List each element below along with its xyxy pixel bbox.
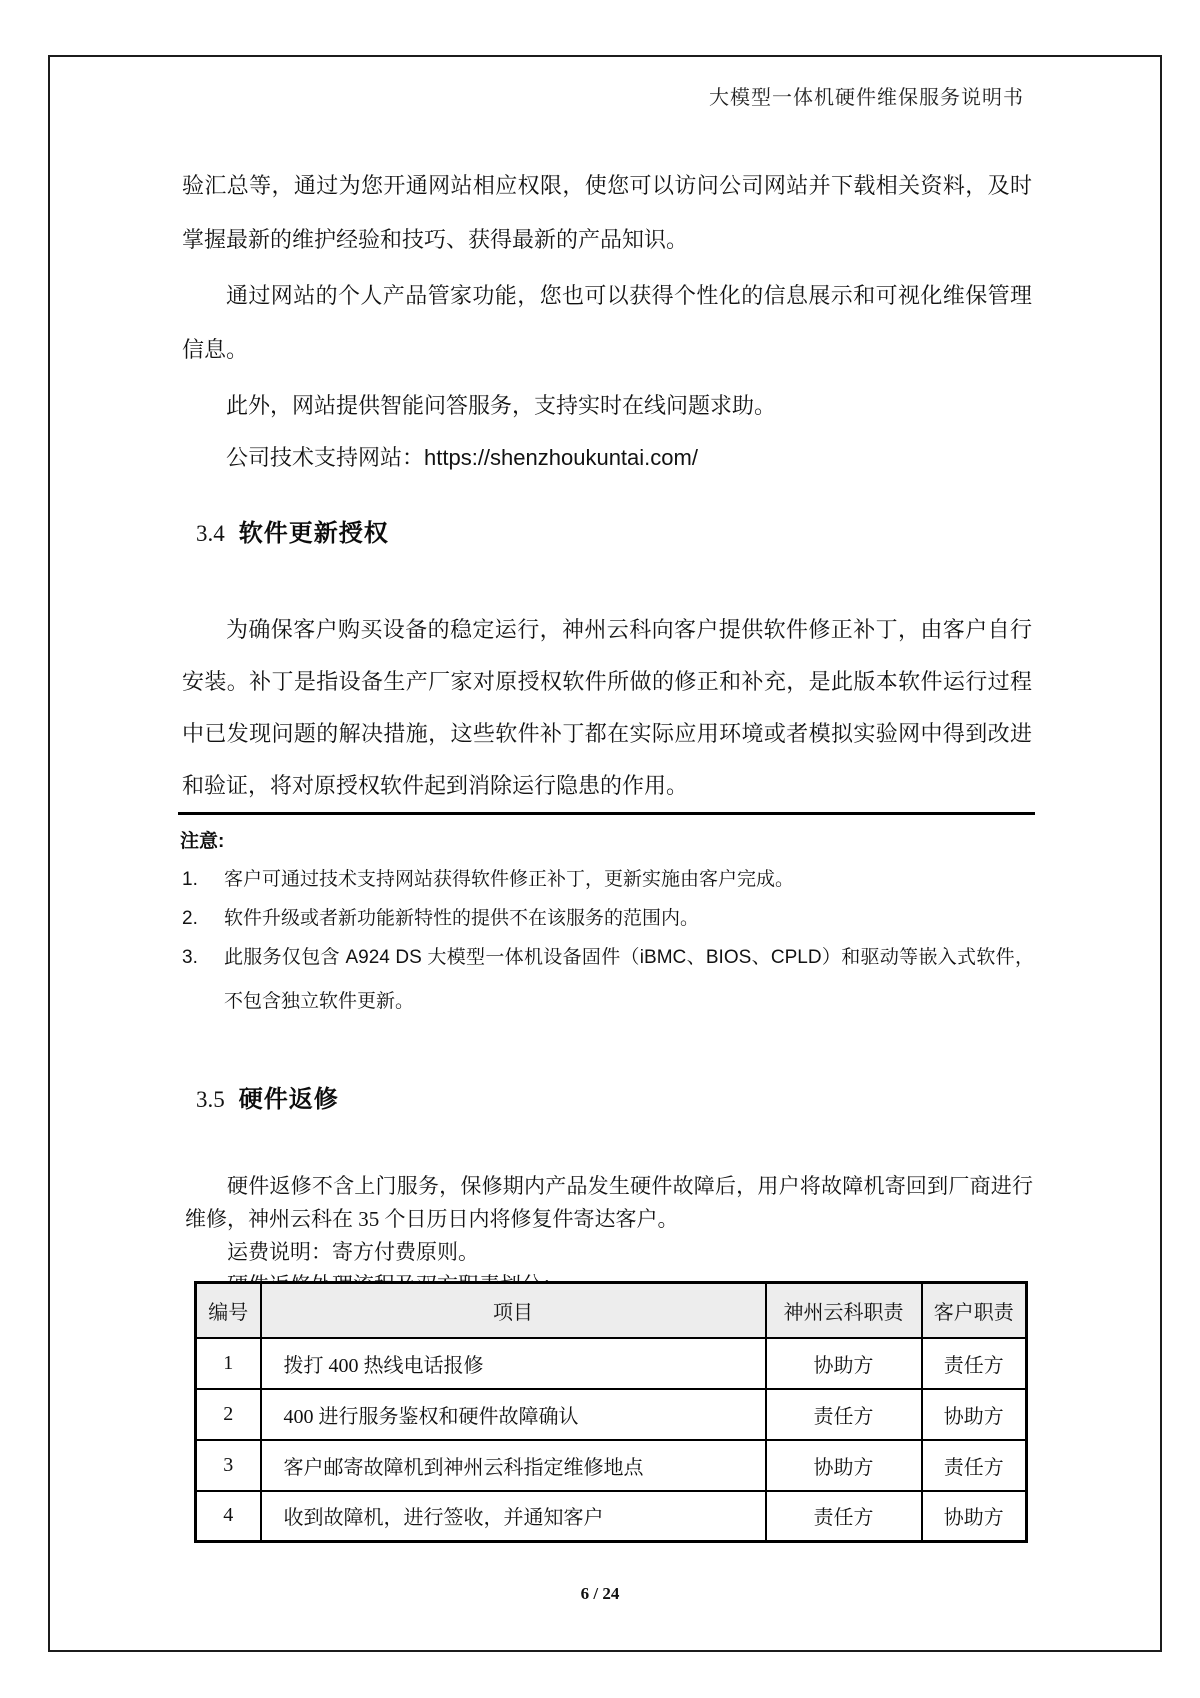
row-4-item: 收到故障机，进行签收，并通知客户 (261, 1491, 766, 1542)
row-1-customer-duty: 责任方 (922, 1338, 1027, 1389)
row-2-item: 400 进行服务鉴权和硬件故障确认 (261, 1389, 766, 1440)
notice-item-1-text: 客户可通过技术支持网站获得软件修正补丁，更新实施由客户完成。 (224, 869, 795, 890)
row-1-number: 1 (196, 1338, 261, 1389)
table-header-row (196, 1283, 1027, 1338)
section-3-4-heading (196, 513, 389, 548)
table-row (196, 1389, 1027, 1440)
table-row (196, 1491, 1027, 1542)
row-3-customer-duty: 责任方 (922, 1440, 1027, 1491)
table-header-item: 项目 (261, 1283, 766, 1338)
table-header-customer-duty: 客户职责 (922, 1283, 1027, 1338)
paragraph-hardware-repair: 硬件返修不含上门服务，保修期内产品发生硬件故障后，用户将故障机寄回到厂商进行维修，神州云科在 35 个日历日内将修复件寄达客户。 (185, 1174, 1033, 1231)
row-3-item: 客户邮寄故障机到神州云科指定维修地点 (261, 1440, 766, 1491)
paragraph-software-patch: 为确保客户购买设备的稳定运行，神州云科向客户提供软件修正补丁，由客户自行安装。补丁是指设备生产厂家对原授权软件所做的修正和补充，是此版本软件运行过程中已发现问题的解决措施，这些软件补丁都在实际应用环境或者模拟实验网中得到改进和验证，将对原授权软件起到消除运行隐患的作用。 (182, 617, 1032, 798)
notice-item-2-number: 2. (182, 908, 198, 929)
paragraph-overflow-from-previous-page: 验汇总等，通过为您开通网站相应权限，使您可以访问公司网站并下载相关资料，及时掌握最新的维护经验和技巧、获得最新的产品知识。 (182, 173, 1032, 252)
section-3-4-title: 软件更新授权 (238, 520, 389, 547)
notice-item-1 (182, 867, 1034, 893)
row-4-vendor-duty: 责任方 (766, 1491, 922, 1542)
page-number: 6 / 24 (580, 1584, 620, 1603)
support-website-label: 公司技术支持网站： (226, 445, 425, 470)
row-2-customer-duty: 协助方 (922, 1389, 1027, 1440)
row-4-customer-duty: 协助方 (922, 1491, 1027, 1542)
notice-item-2 (182, 906, 1034, 932)
row-2-number: 2 (196, 1389, 261, 1440)
paragraph-product-butler: 通过网站的个人产品管家功能，您也可以获得个性化的信息展示和可视化维保管理信息。 (182, 283, 1032, 362)
document-header-title: 大模型一体机硬件维保服务说明书 (709, 87, 1024, 109)
support-website-url[interactable]: https://shenzhoukuntai.com/ (424, 445, 698, 470)
row-4-number: 4 (196, 1491, 261, 1542)
notice-item-3 (182, 936, 1034, 1024)
notice-item-3-text: 此服务仅包含 A924 DS 大模型一体机设备固件（iBMC、BIOS、CPLD）和驱动等嵌入式软件，不包含独立软件更新。 (224, 947, 1034, 1012)
row-1-item: 拨打 400 热线电话报修 (261, 1338, 766, 1389)
section-3-5-number: 3.5 (196, 1087, 225, 1112)
paragraph-smart-qa: 此外，网站提供智能问答服务，支持实时在线问题求助。 (226, 393, 777, 418)
paragraph-support-website (182, 431, 1032, 485)
notice-divider-rule (178, 812, 1035, 815)
row-2-vendor-duty: 责任方 (766, 1389, 922, 1440)
notice-label: 注意: (180, 831, 225, 852)
table-row (196, 1338, 1027, 1389)
paragraph-shipping-note: 运费说明：寄方付费原则。 (227, 1240, 479, 1264)
section-3-5-heading (196, 1079, 339, 1114)
table-row (196, 1440, 1027, 1491)
table-header-number: 编号 (196, 1283, 261, 1338)
row-1-vendor-duty: 协助方 (766, 1338, 922, 1389)
notice-item-3-number: 3. (182, 947, 198, 968)
notice-item-2-text: 软件升级或者新功能新特性的提供不在该服务的范围内。 (224, 908, 700, 929)
row-3-vendor-duty: 协助方 (766, 1440, 922, 1491)
section-3-5-title: 硬件返修 (238, 1086, 339, 1113)
section-3-4-number: 3.4 (196, 521, 225, 546)
table-header-vendor-duty: 神州云科职责 (766, 1283, 922, 1338)
row-3-number: 3 (196, 1440, 261, 1491)
repair-process-table (194, 1281, 1028, 1543)
notice-item-1-number: 1. (182, 869, 198, 890)
